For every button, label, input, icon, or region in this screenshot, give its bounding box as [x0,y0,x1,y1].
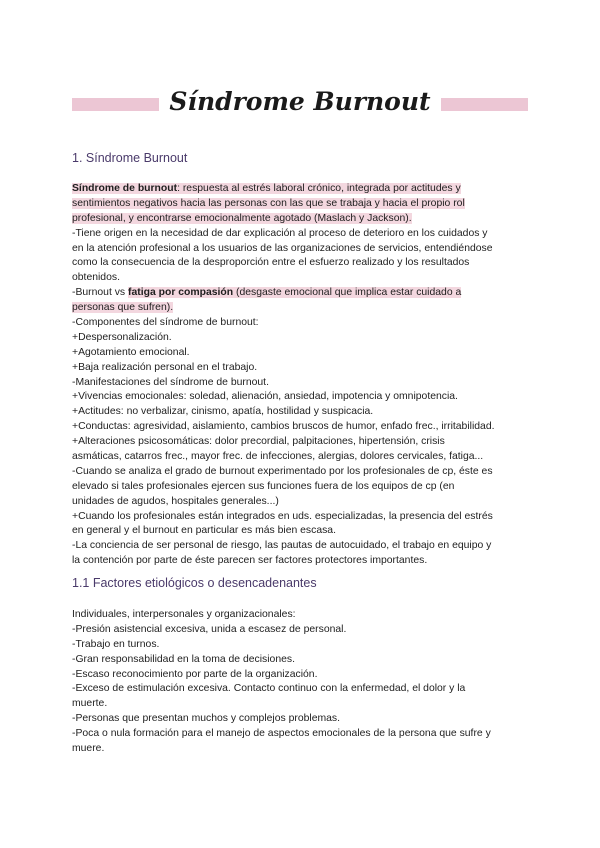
body-line: -Escaso reconocimiento por parte de la organización. [72,668,318,680]
burnout-vs-rest: (desgaste emocional que implica estar cuidado a [233,287,462,299]
definition-text: : respuesta al estrés laboral crónico, integrada por actitudes y [177,183,461,194]
body-line: -Tiene origen en la necesidad de dar explicación al proceso de deterioro en los cuidados y [72,227,488,239]
definition-line [72,182,532,197]
burnout-vs-line2: personas que sufren). [72,302,174,314]
body-line: +Cuando los profesionales están integrados en uds. especializadas, la presencia del estrés [72,510,493,522]
burnout-vs-prefix: -Burnout vs [72,287,129,299]
body-line: +Alteraciones psicosomáticas: dolor precordial, palpitaciones, hipertensión, crisis [72,436,445,448]
body-line: -Exceso de estimulación excesiva. Contacto continuo con la enfermedad, el dolor y la [72,683,466,695]
burnout-vs-term: fatiga por compasión [128,287,234,299]
body-line: +Conductas: agresividad, aislamiento, cambios bruscos de humor, enfado frec., irritabilidad. [72,421,495,433]
body-line: +Actitudes: no verbalizar, cinismo, apatía, hostilidad y suspicacia. [72,406,374,418]
body-line: -Poca o nula formación para el manejo de aspectos emocionales de la persona que sufre y [72,728,491,740]
body-line: -Gran responsabilidad en la toma de decisiones. [72,653,295,665]
body-line: -Cuando se analiza el grado de burnout experimentado por los profesionales de cp, éste es [72,465,493,477]
body-line: -Componentes del síndrome de burnout: [72,317,259,329]
body-line: la contención por parte de éste parecen ser factores protectores importantes. [72,555,428,567]
section-1-heading: 1. Síndrome Burnout [72,151,188,165]
body-line: Individuales, interpersonales y organizacionales: [72,609,296,620]
burnout-vs-line [72,301,532,316]
body-line: -Personas que presentan muchos y complejos problemas. [72,713,340,725]
definition-line [72,197,532,212]
body-line: +Vivencias emocionales: soledad, alienación, ansiedad, impotencia y omnipotencia. [72,391,458,403]
body-line: obtenidos. [72,272,120,284]
body-line: -Manifestaciones del síndrome de burnout. [72,376,269,388]
section-1-body [72,182,532,569]
definition-line [72,212,532,227]
body-line: +Baja realización personal en el trabajo. [72,361,258,373]
page-title-text: Síndrome Burnout [159,87,440,116]
section-1-1-heading: 1.1 Factores etiológicos o desencadenantes [72,576,317,590]
body-line: asmáticas, catarros frec., mayor frec. de infecciones, alergias, dolores cervicales, fatiga... [72,451,484,463]
definition-term: Síndrome de burnout [72,183,178,194]
burnout-vs-line [72,286,532,301]
body-line: muerte. [72,698,108,710]
body-line: elevado si tales profesionales ejercen sus funciones fuera de los equipos de cp (en [72,480,455,492]
body-line: -Trabajo en turnos. [72,638,160,650]
definition-text: profesional, y encontrarse emocionalmente agotado (Maslach y Jackson). [72,212,412,224]
page-title [0,82,600,122]
body-line: -La conciencia de ser personal de riesgo, las pautas de autocuidado, el trabajo en equipo y [72,540,492,552]
body-line: +Agotamiento emocional. [72,346,190,358]
body-line: muere. [72,743,105,755]
body-line: -Presión asistencial excesiva, unida a escasez de personal. [72,623,347,635]
body-line: unidades de agudos, hospitales generales...) [72,495,279,507]
definition-text: sentimientos negativos hacia las personas con las que se trabaja y hacia el propio rol [72,197,465,209]
body-line: en general y el burnout en particular es más bien escasa. [72,525,336,537]
body-line: como la consecuencia de la desproporción entre el esfuerzo realizado y los resultados [72,257,470,269]
body-line: en la atención profesional a los usuarios de las organizaciones de servicios, entendiéndose [72,242,493,254]
section-1-1-body [72,608,532,757]
body-line: +Despersonalización. [72,331,172,343]
